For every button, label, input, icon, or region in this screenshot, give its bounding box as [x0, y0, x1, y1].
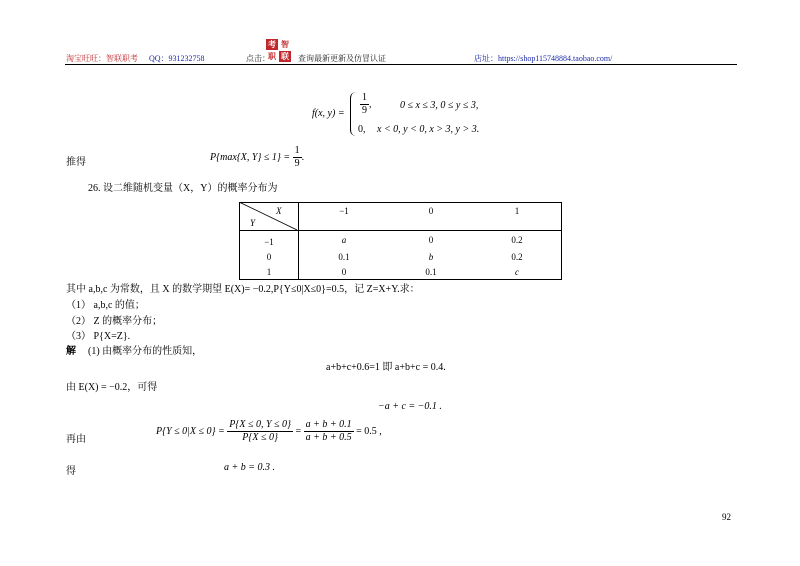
fraction-numerator: a + b + 0.1 [305, 419, 352, 430]
table-header-cell: 1 [473, 203, 562, 231]
table-header-cell: 0 [428, 206, 434, 216]
fraction-denominator: 9 [294, 158, 300, 169]
logo-char: 职 [268, 52, 276, 61]
fraction-numerator: 1 [362, 92, 367, 103]
table-cell: 0.1 [425, 266, 437, 277]
fraction-denominator: a + b + 0.5 [305, 432, 352, 443]
density-case2-value: 0, [358, 124, 366, 135]
table-row [240, 264, 562, 280]
table-row [240, 249, 562, 264]
question-1: （1） a,b,c 的值； [66, 300, 145, 311]
table-cell: 0.2 [473, 231, 562, 250]
density-case1-condition: 0 ≤ x ≤ 3, 0 ≤ y ≤ 3, [400, 100, 479, 111]
problem-title: 26. 设二维随机变量（X，Y）的概率分布为 [88, 183, 278, 194]
corner-x-label: X [276, 206, 282, 216]
solution-step-2: 由 E(X) = −0.2，可得 [66, 382, 158, 393]
table-row-header: 0 [240, 249, 299, 264]
fraction-denominator: 9 [362, 105, 367, 116]
table-diagonal [239, 202, 297, 230]
solution-equation-1: a+b+c+0.6=1 即 a+b+c = 0.4. [326, 362, 446, 373]
header-shop: 淘宝旺旺：智联职考 [66, 54, 138, 63]
header-store-link[interactable]: 店址：https://shop115748884.taobao.com/ [474, 54, 613, 63]
solution-step-1: (1) 由概率分布的性质知， [88, 346, 203, 357]
question-2: （2） Z 的概率分布； [66, 316, 163, 327]
table-row-header: −1 [240, 231, 299, 250]
table-header-cell: −1 [339, 206, 349, 216]
logo-char: 联 [281, 52, 289, 61]
solution-equation-3: P{Y ≤ 0|X ≤ 0} = $\frac{P\{X \le 0, Y \le 0\}}{P\{X \le 0\}}$ = $\frac{a + b + 0.1}{a + b + 0.5}$ = 0.5 , [156, 419, 382, 443]
table-cell: 0 [341, 266, 347, 277]
derive-equation [210, 145, 304, 170]
header-qq: QQ：931232758 [149, 54, 205, 63]
header-verify-link[interactable]: 查询最新更新及仿冒认证 [298, 54, 386, 63]
fraction-numerator: 1 [294, 145, 300, 156]
solution-equation-2: −a + c = −0.1 . [378, 401, 442, 412]
eq3-end: = 0.5 , [356, 425, 382, 437]
density-lhs: f(x, y) = [312, 108, 345, 119]
density-case2-condition: x < 0, y < 0, x > 3, y > 3. [377, 124, 480, 135]
logo-char: 考 [268, 40, 276, 49]
table-row-header: 1 [240, 264, 299, 280]
header-click-label: 点击： [246, 54, 270, 63]
table-row [240, 231, 562, 250]
question-3: （3） P{X=Z}. [66, 331, 131, 342]
solution-step-4: 得 [66, 466, 76, 477]
header-divider [65, 64, 737, 65]
derive-expression: P{max{X, Y} ≤ 1} = [210, 151, 291, 163]
table-cell: a [341, 235, 347, 245]
eq3-lhs: P{Y ≤ 0|X ≤ 0} = [156, 425, 225, 437]
fraction-denominator: P{X ≤ 0} [242, 432, 278, 443]
problem-conditions: 其中 a,b,c 为常数，且 X 的数学期望 E(X)= −0.2,P{Y≤0|X≤0}=0.5，记 Z=X+Y.求： [66, 284, 420, 295]
solution-label: 解 [66, 346, 76, 357]
page-number: 92 [722, 512, 731, 522]
table-cell: 0.1 [338, 251, 350, 262]
density-case1-value: $\frac{1}{9}$ , [362, 92, 372, 116]
derive-label: 推得 [66, 157, 86, 168]
table-cell: c [473, 264, 562, 280]
table-cell: b [428, 251, 434, 262]
derive-end: . [301, 151, 305, 163]
logo[interactable] [266, 39, 292, 63]
solution-equation-4: a + b = 0.3 . [224, 462, 275, 473]
logo-char: 智 [281, 40, 289, 49]
solution-step-3: 再由 [66, 434, 86, 445]
corner-y-label: Y [250, 218, 256, 228]
table-cell: 0 [428, 235, 434, 245]
fraction-numerator: P{X ≤ 0, Y ≤ 0} [229, 419, 292, 430]
table-cell: 0.2 [473, 249, 562, 264]
